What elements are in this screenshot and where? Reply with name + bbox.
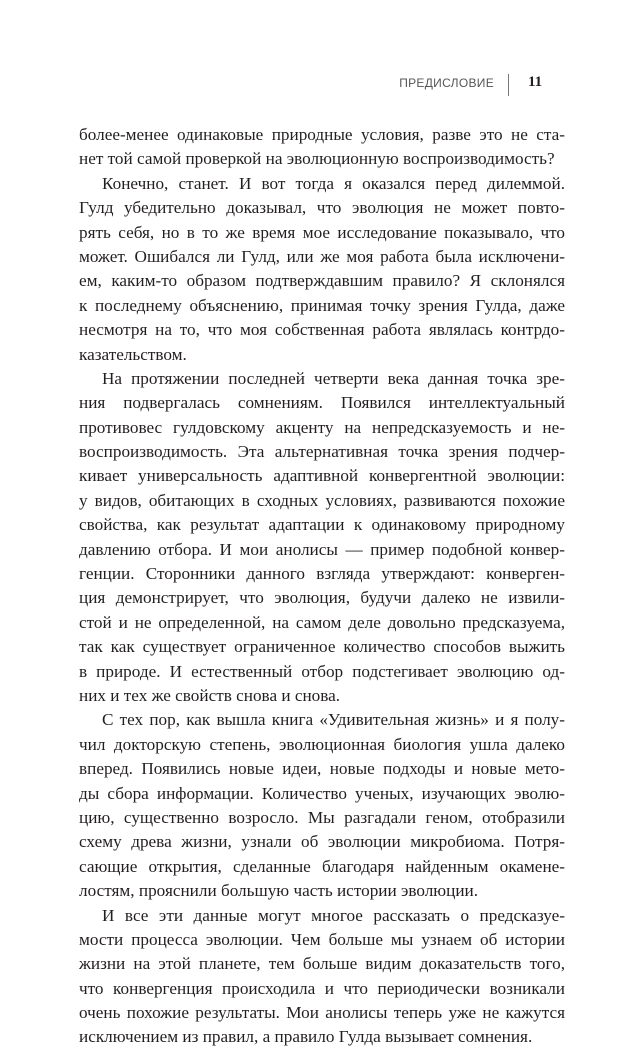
text-line: чил докторскую степень, эволюционная биология ушла далеко: [79, 734, 565, 754]
text-line: И все эти данные могут многое рассказать о предсказуе-: [102, 905, 565, 925]
text-line: что конвергенция происходила и что периодически возникали: [79, 978, 565, 998]
text-line: ния подвергалась сомнениям. Появился интеллектуальный: [79, 393, 565, 413]
text-line: в природе. И естественный отбор подстегивает эволюцию од-: [79, 661, 565, 681]
paragraph: [79, 708, 565, 903]
section-title: ПРЕДИСЛОВИЕ: [399, 76, 494, 90]
text-line: к последнему объяснению, принимая точку зрения Гулда, даже: [79, 295, 565, 315]
text-line: кивает универсальность адаптивной конвергентной эволюции:: [79, 466, 565, 486]
text-line: На протяжении последней четверти века данная точка зре-: [102, 368, 565, 388]
text-line: очень похожие результаты. Мои анолисы теперь уже не кажутся: [79, 1003, 565, 1023]
text-line: стой и не определенной, на самом деле довольно предсказуема,: [79, 612, 565, 632]
text-line: ция демонстрирует, что эволюция, будучи далеко не извили-: [79, 588, 565, 608]
text-line: вперед. Появились новые идеи, новые подходы и новые мето-: [79, 759, 565, 779]
text-line: ем, каким-то образом подтверждавшим правило? Я склонялся: [79, 271, 565, 291]
text-line: жизни на этой планете, тем больше видим доказательств того,: [79, 954, 565, 974]
body-text: [79, 123, 565, 1050]
text-line: цию, существенно возросло. Мы разгадали геном, отобразили: [79, 807, 565, 827]
text-line: генции. Сторонники данного взгляда утверждают: конверген-: [79, 564, 565, 584]
text-line: несмотря на то, что моя собственная работа являлась контрдо-: [79, 320, 565, 340]
paragraph: [79, 367, 565, 708]
text-line: свойства, как результат адаптации к одинаковому природному: [79, 515, 565, 535]
text-line: исключением из правил, а правило Гулда вызывает сомнения.: [79, 1027, 533, 1047]
text-line: может. Ошибался ли Гулд, или же моя работа была исключени-: [79, 246, 565, 266]
text-line: давлению отбора. И мои анолисы — пример подобной конвер-: [79, 539, 565, 559]
text-line: схему древа жизни, узнали об эволюции микробиома. Потря-: [79, 832, 565, 852]
header-divider: [508, 74, 509, 96]
text-line: лостям, прояснили большую часть истории эволюции.: [79, 881, 479, 901]
paragraph: [79, 904, 565, 1050]
text-line: Конечно, станет. И вот тогда я оказался перед дилеммой.: [102, 173, 565, 193]
text-line: воспроизводимость. Эта альтернативная точка зрения подчер-: [79, 442, 565, 462]
text-line: нет той самой проверкой на эволюционную воспроизводимость?: [79, 149, 555, 169]
running-head: [0, 74, 644, 98]
text-line: них и тех же свойств снова и снова.: [79, 685, 341, 705]
text-line: рять себя, но в то же время мое исследование показывало, что: [79, 222, 565, 242]
text-line: более-менее одинаковые природные условия, разве это не ста-: [79, 125, 565, 144]
paragraph: [79, 172, 565, 367]
text-line: у видов, обитающих в сходных условиях, развиваются похожие: [79, 490, 565, 510]
paragraph: [79, 123, 565, 172]
text-line: противовес гулдовскому акценту на непредсказуемость и не-: [79, 417, 565, 437]
text-line: С тех пор, как вышла книга «Удивительная жизнь» и я полу-: [102, 710, 565, 730]
page-number: 11: [528, 74, 543, 90]
text-line: ды сбора информации. Количество ученых, изучающих эволю-: [79, 783, 565, 803]
text-line: мости процесса эволюции. Чем больше мы узнаем об истории: [79, 929, 565, 949]
text-line: казательством.: [79, 344, 187, 364]
text-line: сающие открытия, сделанные благодаря найденным окамене-: [79, 856, 565, 876]
text-line: Гулд убедительно доказывал, что эволюция не может повто-: [79, 198, 565, 218]
text-line: так как существует ограниченное количество способов выжить: [79, 637, 565, 657]
